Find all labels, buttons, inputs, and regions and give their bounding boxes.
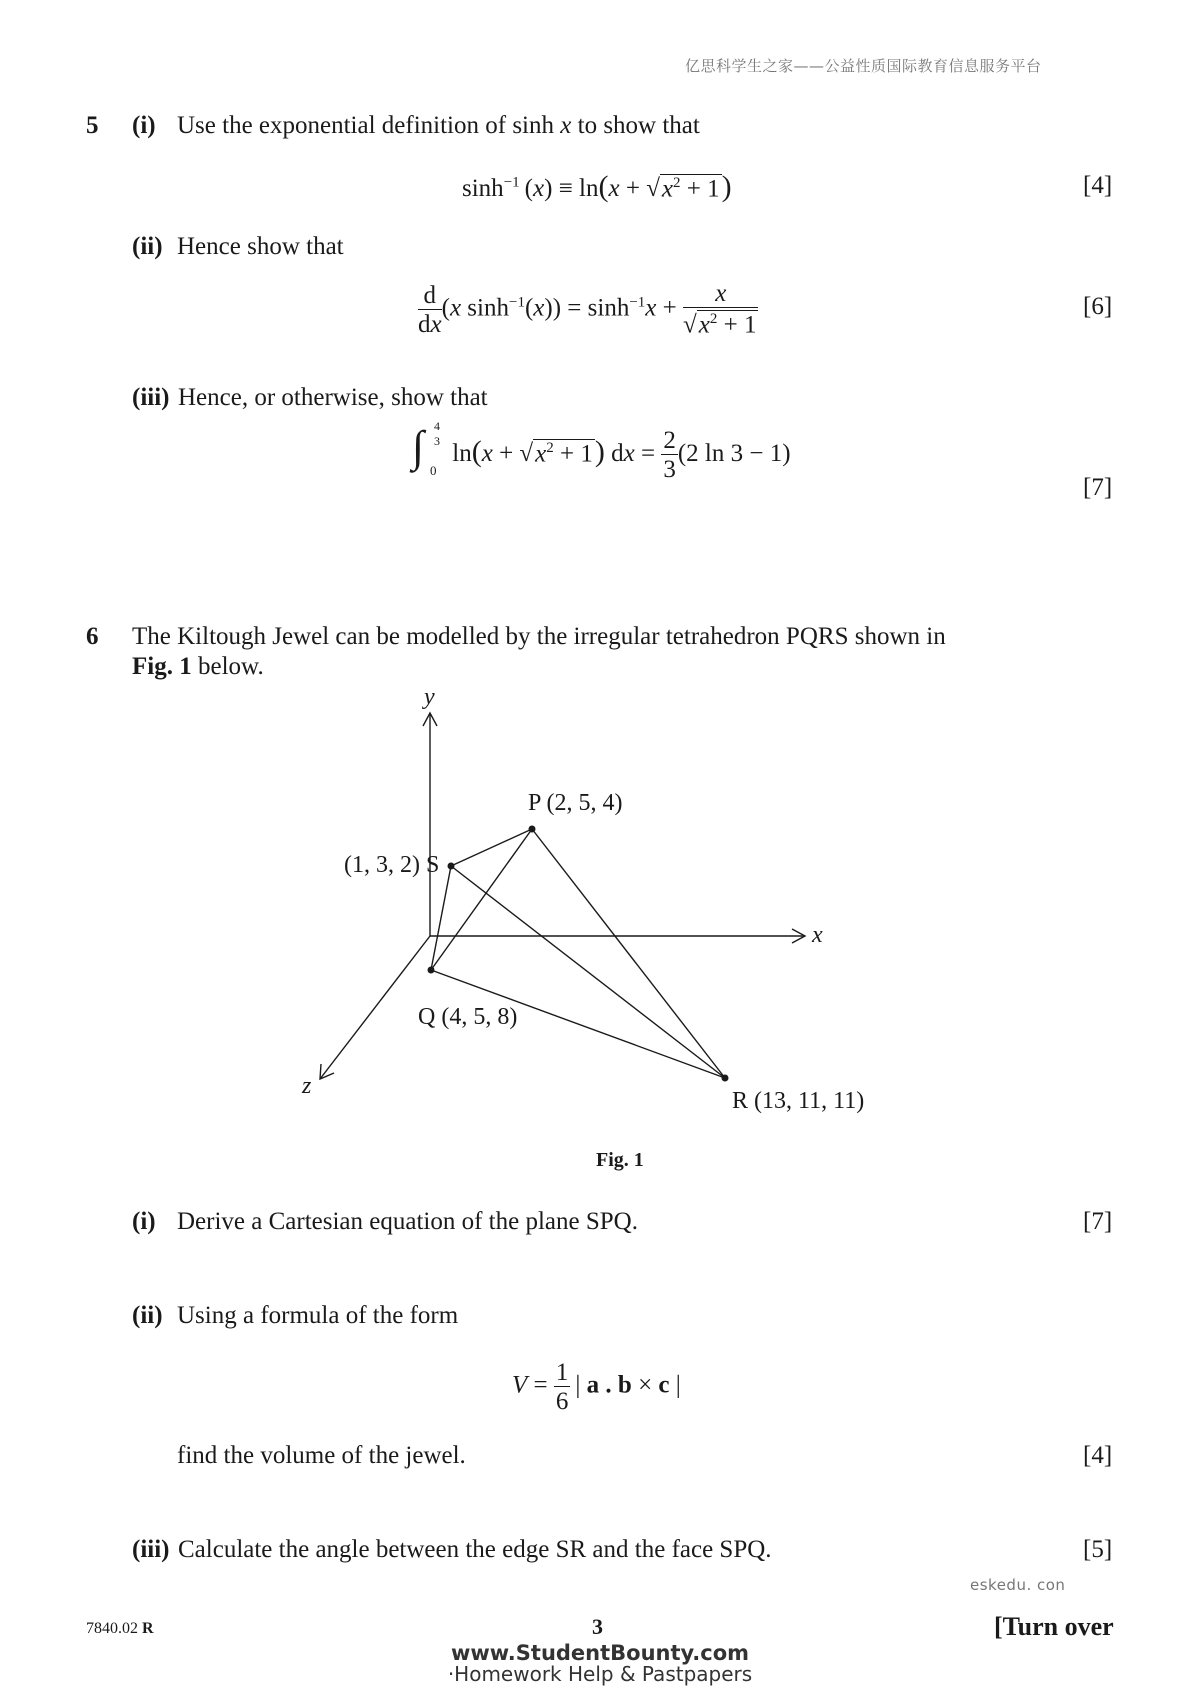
paper-code: 7840.02 R [86,1620,154,1637]
formula-5i: $\sinh^{-1} (x) \equiv \ln(x + √x^2 + 1)$ [462,170,732,203]
point-s [448,863,455,870]
point-s-label: (1, 3, 2) S [344,852,440,878]
point-r [722,1075,729,1082]
q6-part-ii-text2: find the volume of the jewel. [177,1442,466,1469]
z-axis-line [320,936,430,1079]
q5-part-i-text: Use the exponential definition of sinh x to show that [177,112,700,139]
studentbounty-watermark [420,1642,780,1685]
q6-intro-line1: The Kiltough Jewel can be modelled by the irregular tetrahedron PQRS shown in [132,623,946,650]
q6-part-iii-marks: [5] [1083,1536,1113,1563]
question-5-number: 5 [86,112,99,139]
q5-part-iii-label: (iii) [132,384,170,411]
q6-part-iii-text: Calculate the angle between the edge SR and the face SPQ. [178,1536,772,1563]
turn-over: [Turn over [994,1612,1114,1641]
page-number: 3 [592,1614,603,1639]
q5-part-ii-label: (ii) [132,233,163,260]
studentbounty-sub: ·Homework Help & Pastpapers [447,1662,753,1686]
q6-part-iii-label: (iii) [132,1536,170,1563]
point-p-label: P (2, 5, 4) [528,790,623,816]
formula-6ii: V = $\frac{1}{6}$ | a . b × c | [512,1359,681,1415]
edge-sr [451,866,725,1078]
q6-part-i-marks: [7] [1083,1208,1113,1235]
q5-part-ii-marks: [6] [1083,293,1113,320]
point-q [428,967,435,974]
z-axis-label: z [302,1073,312,1099]
q5-part-i-marks: [4] [1083,172,1113,199]
formula-5iii: ∫ 4 3 0 $\ln(x + √x^2 + 1)$ dx = $\frac{2}{3}$ (2 ln 3 − 1) [412,419,791,484]
point-p [529,826,536,833]
studentbounty-site: www.StudentBounty.com [450,1641,750,1665]
q6-part-i-label: (i) [132,1208,156,1235]
q6-part-ii-marks: [4] [1083,1442,1113,1469]
edge-pr [532,829,725,1078]
point-r-label: R (13, 11, 11) [732,1088,865,1114]
q6-part-i-text: Derive a Cartesian equation of the plane SPQ. [177,1208,638,1235]
q6-intro-line2: Fig. 1 below. [132,653,264,680]
edge-sq [431,866,451,970]
y-axis-label: y [424,684,435,710]
formula-5ii: $\frac{d}{dx}$ (x $\sinh^{-1}(x)) = \sinh^{-1}x$ + $\frac{x}{√x^2 + 1}$ [418,280,757,339]
q5-part-iii-text: Hence, or otherwise, show that [178,384,488,411]
header-watermark: 亿思科学生之家——公益性质国际教育信息服务平台 [685,57,1042,75]
q5-part-ii-text: Hence show that [177,233,344,260]
question-6-number: 6 [86,623,99,650]
edge-sp [451,829,532,866]
edge-pq [431,829,532,970]
q6-part-ii-text: Using a formula of the form [177,1302,459,1329]
x-axis-label: x [812,922,823,948]
point-q-label: Q (4, 5, 8) [418,1004,518,1030]
eskedu-watermark: eskedu. con [970,1576,1066,1594]
q5-part-iii-marks: [7] [1083,474,1113,501]
q5-part-i-label: (i) [132,112,156,139]
q6-part-ii-label: (ii) [132,1302,163,1329]
figure-1-caption: Fig. 1 [596,1149,644,1171]
